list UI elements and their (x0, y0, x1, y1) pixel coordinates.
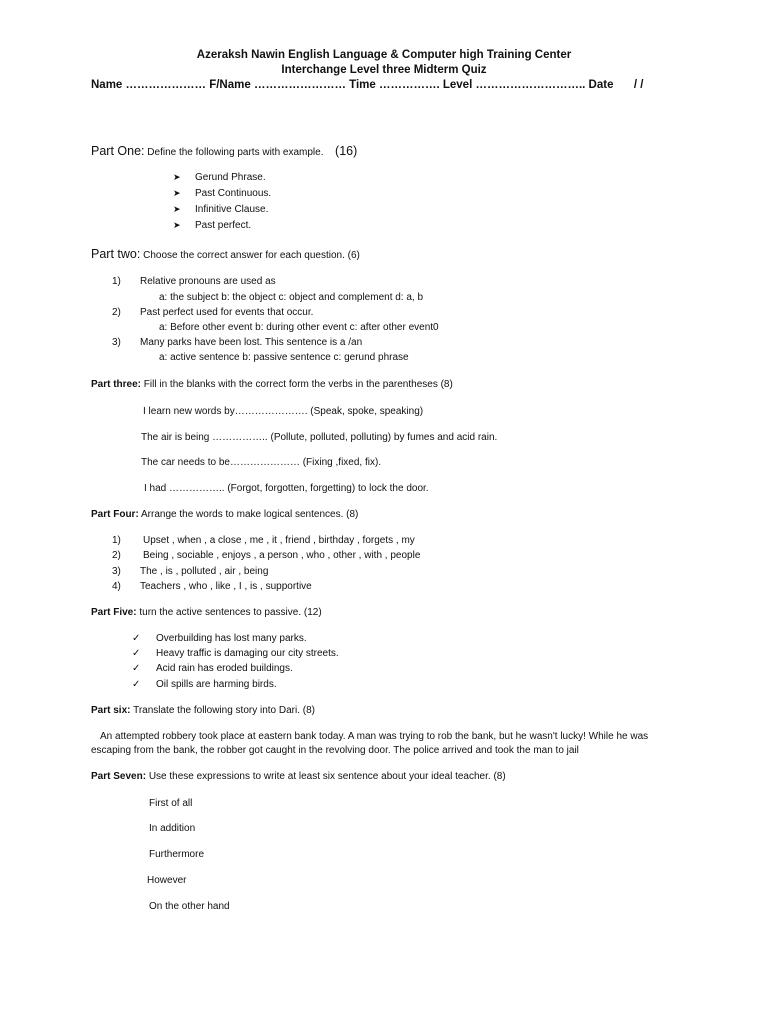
story-line: escaping from the bank, the robber got caught in the revolving door. The police arrived and took the man to jail (91, 745, 579, 756)
arrange-item: 2) Being , sociable , enjoys , a person , who , other , with , people (112, 550, 421, 561)
quiz-title: Interchange Level three Midterm Quiz (281, 64, 487, 76)
part-three-heading (91, 379, 453, 391)
part-one-title: Part One: (91, 144, 145, 158)
arrange-item: 1) Upset , when , a close , me , it , friend , birthday , forgets , my (112, 535, 415, 546)
arrow-bullet-icon: ➤ (173, 172, 181, 182)
list-item: ✓ Oil spills are harming birds. (132, 679, 277, 690)
list-item: ➤ Infinitive Clause. (173, 204, 269, 215)
part-five-instruction: turn the active sentences to passive. (12) (139, 607, 322, 618)
part-one-instruction: Define the following parts with example. (147, 147, 324, 158)
student-info-line (91, 79, 643, 93)
question-options: a: active sentence b: passive sentence c: gerund phrase (159, 352, 409, 363)
question-item: 3) Many parks have been lost. This sentence is a /an (112, 337, 363, 348)
list-item: ✓ Heavy traffic is damaging our city streets. (132, 648, 339, 659)
expression-item: On the other hand (149, 901, 230, 912)
expression-item: In addition (149, 823, 196, 834)
student-info-fields: Name ………………… F/Name …………………… Time ……………. Level ……………………….. Date (91, 79, 614, 91)
arrange-item: 3) The , is , polluted , air , being (112, 566, 269, 577)
part-seven-instruction: Use these expressions to write at least six sentence about your ideal teacher. (8) (148, 771, 506, 782)
fill-blank-item: The car needs to be………………… (Fixing ,fixed, fix). (141, 457, 382, 468)
part-two-title: Part two: (91, 247, 141, 261)
part-seven-heading (91, 771, 506, 783)
arrange-item: 4) Teachers , who , like , I , is , supportive (112, 581, 312, 592)
part-six-title: Part six: (91, 705, 131, 716)
story-line: An attempted robbery took place at eastern bank today. A man was trying to rob the bank, but he wasn't lucky! While he was (100, 731, 649, 742)
expression-item: However (147, 875, 187, 886)
school-name: Azeraksh Nawin English Language & Computer high Training Center (196, 49, 572, 61)
part-seven-title: Part Seven: (91, 771, 147, 782)
date-slashes: / / (633, 79, 644, 91)
checkmark-icon: ✓ (132, 663, 141, 674)
checkmark-icon: ✓ (132, 679, 141, 690)
arrow-bullet-icon: ➤ (173, 188, 181, 198)
list-item: ➤ Past Continuous. (173, 188, 272, 199)
part-four-instruction: Arrange the words to make logical sentences. (8) (141, 509, 359, 520)
part-five-title: Part Five: (91, 607, 137, 618)
part-one-points: (16) (335, 144, 358, 158)
part-two-instruction: Choose the correct answer for each question. (6) (143, 250, 360, 261)
part-five-heading (91, 607, 322, 619)
question-item: 2) Past perfect used for events that occur. (112, 307, 314, 318)
fill-blank-item: I had …………….. (Forgot, forgotten, forgetting) to lock the door. (144, 483, 429, 494)
checkmark-icon: ✓ (132, 648, 141, 659)
list-item: ✓ Overbuilding has lost many parks. (132, 633, 307, 644)
list-item: ✓ Acid rain has eroded buildings. (132, 663, 293, 674)
part-three-instruction: Fill in the blanks with the correct form the verbs in the parentheses (8) (143, 379, 453, 390)
expression-item: First of all (149, 798, 193, 809)
expression-item: Furthermore (149, 849, 205, 860)
question-options: a: the subject b: the object c: object and complement d: a, b (159, 292, 424, 303)
fill-blank-item: I learn new words by…………………. (Speak, spoke, speaking) (143, 406, 424, 417)
part-four-heading (91, 509, 358, 521)
question-options: a: Before other event b: during other event c: after other event0 (159, 322, 439, 333)
list-item: ➤ Past perfect. (173, 220, 252, 231)
part-two-heading (91, 247, 360, 262)
part-six-instruction: Translate the following story into Dari. (8) (133, 705, 316, 716)
question-item: 1) Relative pronouns are used as (112, 276, 276, 287)
part-three-title: Part three: (91, 379, 142, 390)
part-six-heading (91, 705, 315, 717)
fill-blank-item: The air is being …………….. (Pollute, polluted, polluting) by fumes and acid rain. (141, 432, 498, 443)
arrow-bullet-icon: ➤ (173, 204, 181, 214)
arrow-bullet-icon: ➤ (173, 220, 181, 230)
part-four-title: Part Four: (91, 509, 139, 520)
checkmark-icon: ✓ (132, 633, 141, 644)
list-item: ➤ Gerund Phrase. (173, 172, 266, 183)
part-one-heading (91, 144, 357, 159)
